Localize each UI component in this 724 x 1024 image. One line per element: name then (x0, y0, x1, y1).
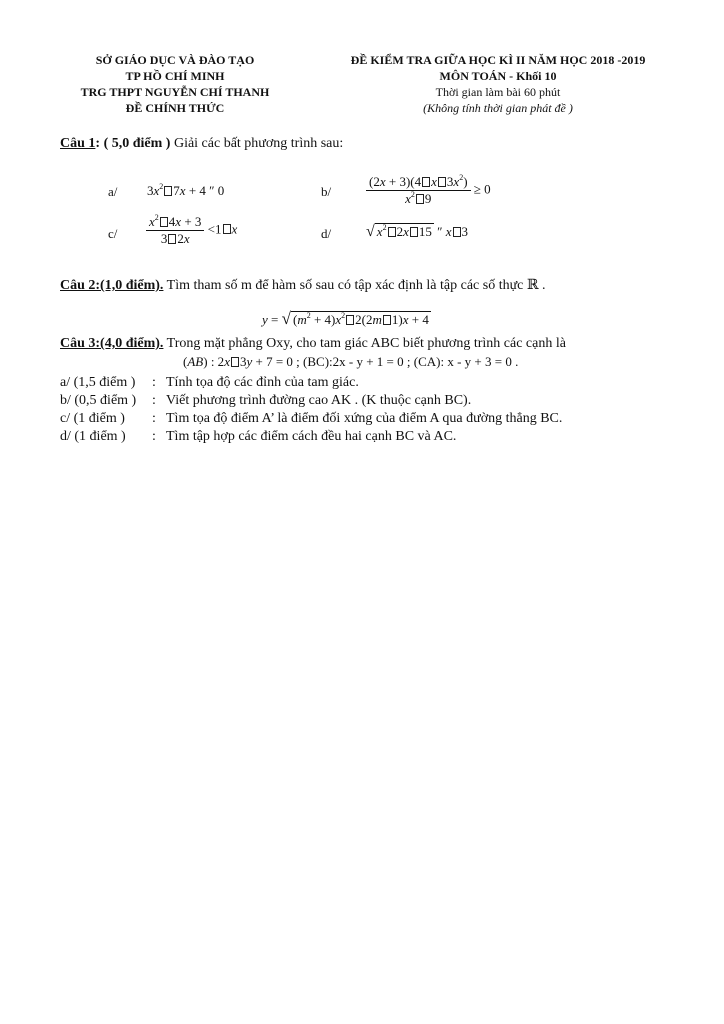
city-name: TP HỒ CHÍ MINH (125, 69, 225, 83)
q3-equations-tail: ; (BC):2x - y + 1 = 0 ; (CA): x - y + 3 = 0 . (292, 354, 519, 369)
q3-item-a (60, 374, 359, 392)
exam-note: (Không tính thời gian phát đề ) (423, 101, 573, 115)
q1c-label: c/ (108, 226, 118, 241)
q3-item-c-label: c/ (1 điểm ) (60, 411, 125, 426)
q3-item-b-label: b/ (0,5 điểm ) (60, 393, 137, 408)
q3-item-d-sep: : (152, 429, 156, 444)
q1b-label: b/ (321, 184, 332, 199)
question-1-points: : ( 5,0 điểm ) (95, 136, 171, 151)
question-2-heading (60, 277, 546, 295)
exam-header (318, 52, 678, 116)
question-3-text: Trong mặt phẳng Oxy, cho tam giác ABC biết phương trình các cạnh là (163, 336, 566, 351)
school-header (60, 52, 290, 116)
q1b-expression: $\frac{(2x + 3)(4 x 3x^2)}{x^2 9}$ ≥ 0 (366, 174, 491, 207)
q3-equations: (AB) : 2x 3y + 7 = 0 ; (BC):2x - y + 1 = 0 ; (CA): x - y + 3 = 0 . (183, 354, 519, 369)
question-3-heading (60, 335, 566, 353)
question-2-label: Câu 2:(1,0 điểm). (60, 278, 164, 293)
question-2-text: Tìm tham số m để hàm số sau có tập xác định là tập các số thực ℝ . (163, 278, 546, 293)
question-1-label: Câu 1 (60, 136, 96, 151)
question-1-heading (60, 135, 343, 153)
exam-subject: MÔN TOÁN - Khối 10 (439, 69, 557, 83)
exam-time: Thời gian làm bài 60 phút (435, 85, 561, 99)
question-3-label: Câu 3:(4,0 điểm). (60, 336, 164, 351)
q3-item-a-text: Tính tọa độ các đỉnh của tam giác. (166, 375, 359, 390)
q3-item-c-sep: : (152, 411, 156, 426)
q3-item-c (60, 410, 562, 428)
exam-title: ĐỀ KIỂM TRA GIỮA HỌC KÌ II NĂM HỌC 2018 -2019 (350, 53, 646, 67)
school-name: TRG THPT NGUYỄN CHÍ THANH (80, 85, 270, 99)
q1d-label: d/ (321, 226, 332, 241)
q1c-expression: $\frac{x^2 4x + 3}{3 2x}$ <1 x (146, 214, 237, 247)
q3-item-d-label: d/ (1 điểm ) (60, 429, 126, 444)
q3-item-b-text: Viết phương trình đường cao AK . (K thuộc cạnh BC). (166, 393, 472, 408)
q3-item-a-sep: : (152, 375, 156, 390)
q3-item-a-label: a/ (1,5 điểm ) (60, 375, 136, 390)
q3-item-d (60, 428, 456, 446)
official-exam-label: ĐỀ CHÍNH THỨC (125, 101, 225, 115)
question-1-text: Giải các bất phương trình sau: (170, 136, 344, 151)
dept-name: SỞ GIÁO DỤC VÀ ĐÀO TẠO (95, 53, 255, 67)
q1a-label: a/ (108, 184, 118, 199)
q1a-expression: $3x^2$ 7x + 4 ″ 0 (147, 182, 225, 198)
q2-function: y = √ $(m^2 + 4)x^2$ 2(2m 1)x + 4 (262, 309, 429, 328)
q3-item-b-sep: : (152, 393, 156, 408)
q1d-expression: √ $x^2$ 2x 15 ″ x 3 (366, 223, 469, 240)
q3-item-d-text: Tìm tập hợp các điểm cách đều hai cạnh BC và AC. (166, 429, 457, 444)
q3-item-c-text: Tìm tọa độ điểm A’ là điểm đối xứng của điểm A qua đường thẳng BC. (166, 411, 563, 426)
q3-item-b (60, 392, 471, 410)
